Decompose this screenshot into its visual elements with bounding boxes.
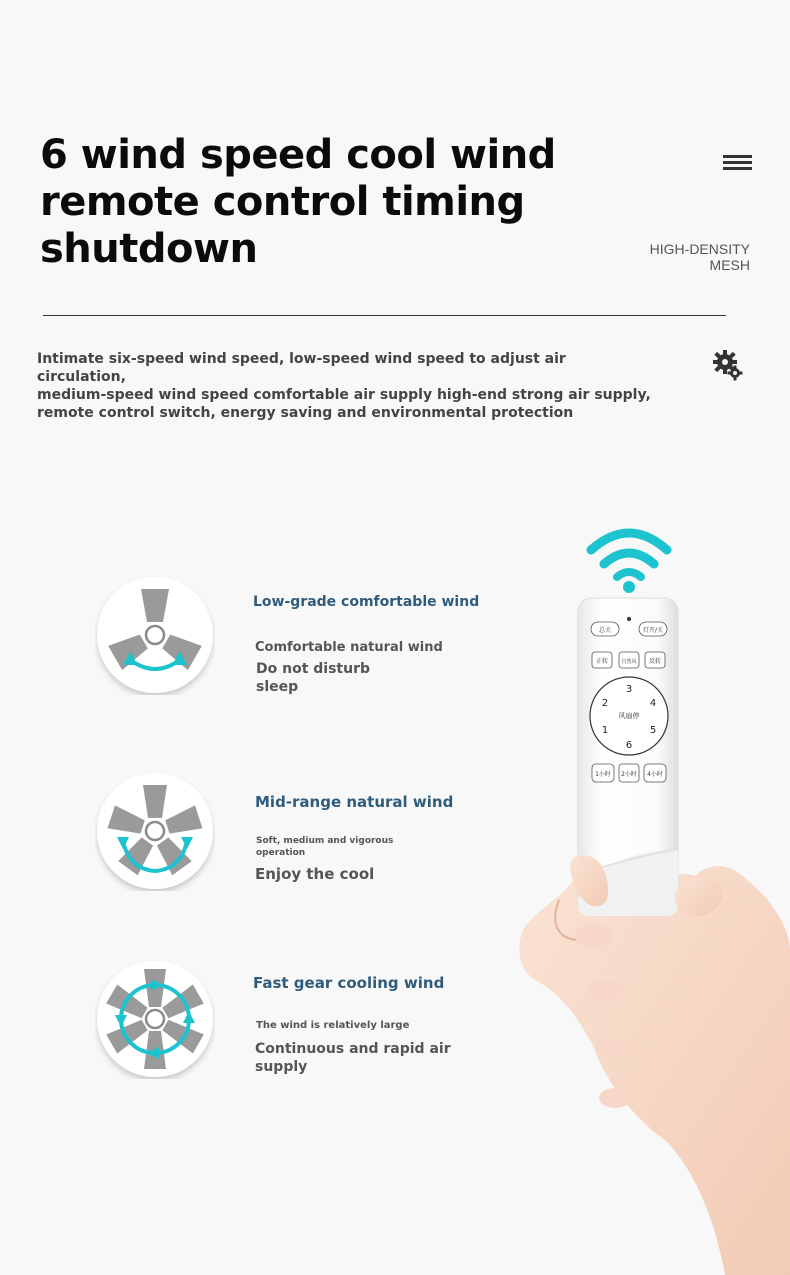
mesh-tag <box>650 241 750 273</box>
dial-number: 4 <box>649 698 657 709</box>
remote-label: 2小时 <box>621 771 637 778</box>
gear-icon <box>712 348 744 382</box>
remote-label: 总关 <box>598 627 612 634</box>
remote-label: 反转 <box>648 658 662 665</box>
intro-line: remote control switch, energy saving and environmental protection <box>37 405 574 421</box>
mode-detail: The wind is relatively large <box>256 1020 410 1031</box>
intro-line: Intimate six-speed wind speed, low-speed wind speed to adjust air circulation, <box>37 351 566 385</box>
remote-control-illustration <box>515 520 790 1275</box>
remote-label: 自然风 <box>621 659 637 665</box>
wifi-signal-icon <box>591 533 667 577</box>
mode-detail: Soft, medium and vigorous <box>256 836 394 846</box>
mode-detail: Comfortable natural wind <box>255 640 443 655</box>
mode-detail: sleep <box>256 679 299 695</box>
dial-number: 3 <box>625 684 633 695</box>
intro-line: medium-speed wind speed comfortable air supply high-end strong air supply, <box>37 387 651 403</box>
mode-detail: supply <box>255 1059 308 1075</box>
intro-description <box>37 350 657 422</box>
dial-number: 2 <box>601 698 609 709</box>
title-line: remote control timing <box>40 179 525 225</box>
divider <box>43 315 726 316</box>
page-title <box>40 132 600 273</box>
remote-label: 4小时 <box>647 771 663 778</box>
mode-detail: operation <box>256 848 306 858</box>
dial-number: 6 <box>625 740 633 751</box>
mode-title: Fast gear cooling wind <box>253 974 445 992</box>
title-line: shutdown <box>40 226 258 272</box>
dial-number: 5 <box>649 725 657 736</box>
remote-label: 1小时 <box>595 771 611 778</box>
remote-label: 正转 <box>595 658 609 665</box>
mode-title: Mid-range natural wind <box>255 793 454 811</box>
mode-title: Low-grade comfortable wind <box>253 594 480 610</box>
remote-label: 灯开/关 <box>642 627 664 634</box>
fan-icon <box>95 771 215 891</box>
fan-icon <box>95 959 215 1079</box>
remote-label: 风扇停 <box>618 712 640 720</box>
fan-icon <box>95 575 215 695</box>
mode-detail: Do not disturb <box>256 661 371 677</box>
mode-detail: Continuous and rapid air <box>255 1041 451 1057</box>
dial-number: 1 <box>601 725 609 736</box>
tag-line: HIGH-DENSITY <box>649 241 750 257</box>
title-line: 6 wind speed cool wind <box>40 132 556 178</box>
mode-detail: Enjoy the cool <box>255 865 375 883</box>
tag-line: MESH <box>709 257 750 273</box>
menu-icon[interactable] <box>723 155 752 171</box>
